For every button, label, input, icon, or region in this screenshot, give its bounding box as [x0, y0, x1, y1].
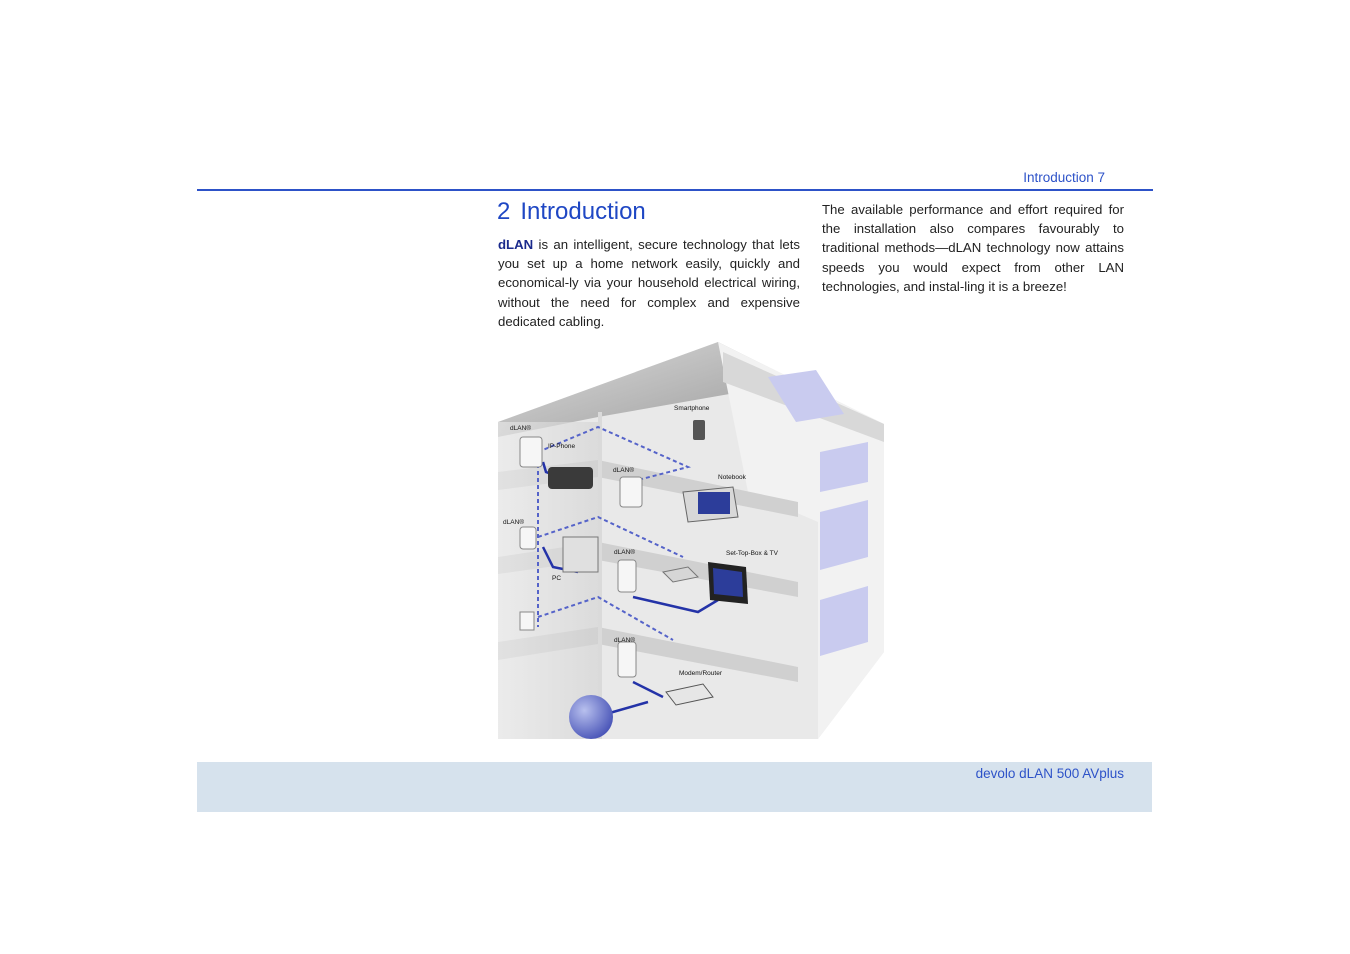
- label-settop: Set-Top-Box & TV: [726, 550, 778, 557]
- running-header: Introduction 7: [1023, 170, 1105, 185]
- home-network-illustration: [498, 342, 884, 739]
- label-dlan-top: dLAN®: [510, 425, 532, 432]
- label-modem: Modem/Router: [679, 670, 722, 677]
- dlan-term: dLAN: [498, 237, 534, 252]
- intro-paragraph-1-text: is an intelligent, secure technology that lets you set up a home network easily, quickly and economical-ly via your household electrical wiring, without the need for complex and expensive dedicated cabling.: [498, 237, 800, 329]
- footer-product: devolo dLAN 500 AVplus: [975, 766, 1124, 781]
- header-rule: [197, 189, 1153, 191]
- label-notebook: Notebook: [718, 474, 746, 481]
- section-number: 2: [497, 198, 511, 225]
- label-ip-phone: IP-Phone: [548, 443, 576, 450]
- footer-band: [197, 762, 1152, 812]
- section-title: Introduction: [520, 198, 646, 225]
- label-dlan-stb: dLAN®: [614, 549, 636, 556]
- label-dlan-bottom: dLAN®: [614, 637, 636, 644]
- section-heading: [497, 198, 646, 226]
- label-smartphone: Smartphone: [674, 405, 710, 412]
- label-pc: PC: [552, 575, 562, 582]
- intro-paragraph-1: [498, 235, 800, 331]
- label-dlan-mid: dLAN®: [613, 467, 635, 474]
- intro-paragraph-2: The available performance and effort required for the installation also compares favourably to traditional methods—dLAN technology now attains speeds you would expect from other LAN technologies, and instal-ling it is a breeze!: [822, 202, 1124, 294]
- label-dlan-left: dLAN®: [503, 519, 525, 526]
